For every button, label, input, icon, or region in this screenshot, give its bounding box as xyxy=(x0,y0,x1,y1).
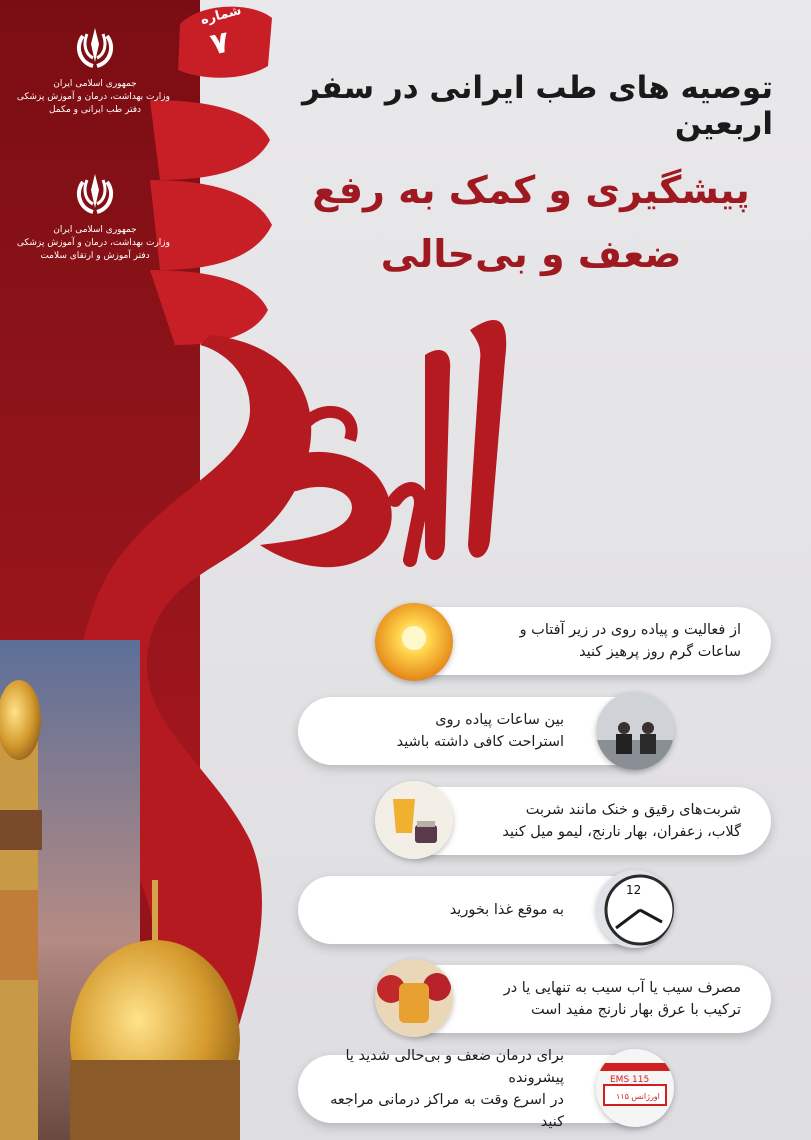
svg-text:12: 12 xyxy=(626,883,642,897)
iran-emblem-icon xyxy=(69,168,121,220)
tip-line-2: گلاب، زعفران، بهار نارنج، لیمو میل کنید xyxy=(502,824,741,840)
clock-icon xyxy=(596,870,674,948)
sherbet-glass-icon xyxy=(375,781,453,859)
tip-text xyxy=(455,965,741,1033)
tip-text xyxy=(318,876,564,944)
subtitle-line-2: ضعف و بی‌حالی xyxy=(380,232,682,276)
ambulance-label: EMS 115 xyxy=(610,1075,650,1085)
issue-label: شماره xyxy=(198,2,243,29)
resting-pilgrims-icon xyxy=(596,692,674,770)
logo-line-1: جمهوری اسلامی ایران xyxy=(53,79,137,89)
tip-text xyxy=(455,787,741,855)
tip-line-2: ساعات گرم روز پرهیز کنید xyxy=(579,644,741,660)
logo-line-3: دفتر طب ایرانی و مکمل xyxy=(48,105,142,115)
ambulance-label-fa: اورژانس ۱۱۵ xyxy=(616,1092,660,1101)
tip-line-1: مصرف سیب یا آب سیب به تنهایی یا در xyxy=(503,980,741,996)
subtitle-line-1: پیشگیری و کمک به رفع xyxy=(312,168,750,212)
issue-number: ۷ xyxy=(207,24,233,63)
logo-line-1: جمهوری اسلامی ایران xyxy=(53,225,137,235)
tip-text xyxy=(318,697,564,765)
sun-icon xyxy=(375,603,453,681)
logo-line-2: وزارت بهداشت، درمان و آموزش پزشکی xyxy=(16,92,170,102)
shrine-image xyxy=(0,640,250,1140)
tip-line-2: استراحت کافی داشته باشید xyxy=(396,734,564,750)
ambulance-icon xyxy=(596,1049,674,1127)
logo-line-2: وزارت بهداشت، درمان و آموزش پزشکی xyxy=(16,238,170,248)
tip-line-2: در اسرع وقت به مراکز درمانی مراجعه کنید xyxy=(330,1092,564,1130)
ministry-logo-1 xyxy=(16,22,170,117)
ministry-logo-2 xyxy=(16,168,170,263)
tip-line-1: برای درمان ضعف و بی‌حالی شدید یا پیشرونده xyxy=(345,1048,564,1086)
logo-line-3: دفتر آموزش و ارتقای سلامت xyxy=(40,251,150,261)
apple-juice-icon xyxy=(375,959,453,1037)
tip-line-2: ترکیب با عرق بهار نارنج مفید است xyxy=(530,1002,741,1018)
tip-line-1: به موقع غذا بخورید xyxy=(449,902,564,918)
tip-line-1: شربت‌های رقیق و خنک مانند شربت xyxy=(525,802,741,818)
tip-text xyxy=(314,1048,564,1130)
iran-emblem-icon xyxy=(69,22,121,74)
page-title: توصیه های طب ایرانی در سفر اربعین xyxy=(301,70,773,142)
tip-line-1: از فعالیت و پیاده روی در زیر آفتاب و xyxy=(519,622,741,638)
tip-text xyxy=(465,607,741,675)
tip-line-1: بین ساعات پیاده روی xyxy=(435,712,564,728)
